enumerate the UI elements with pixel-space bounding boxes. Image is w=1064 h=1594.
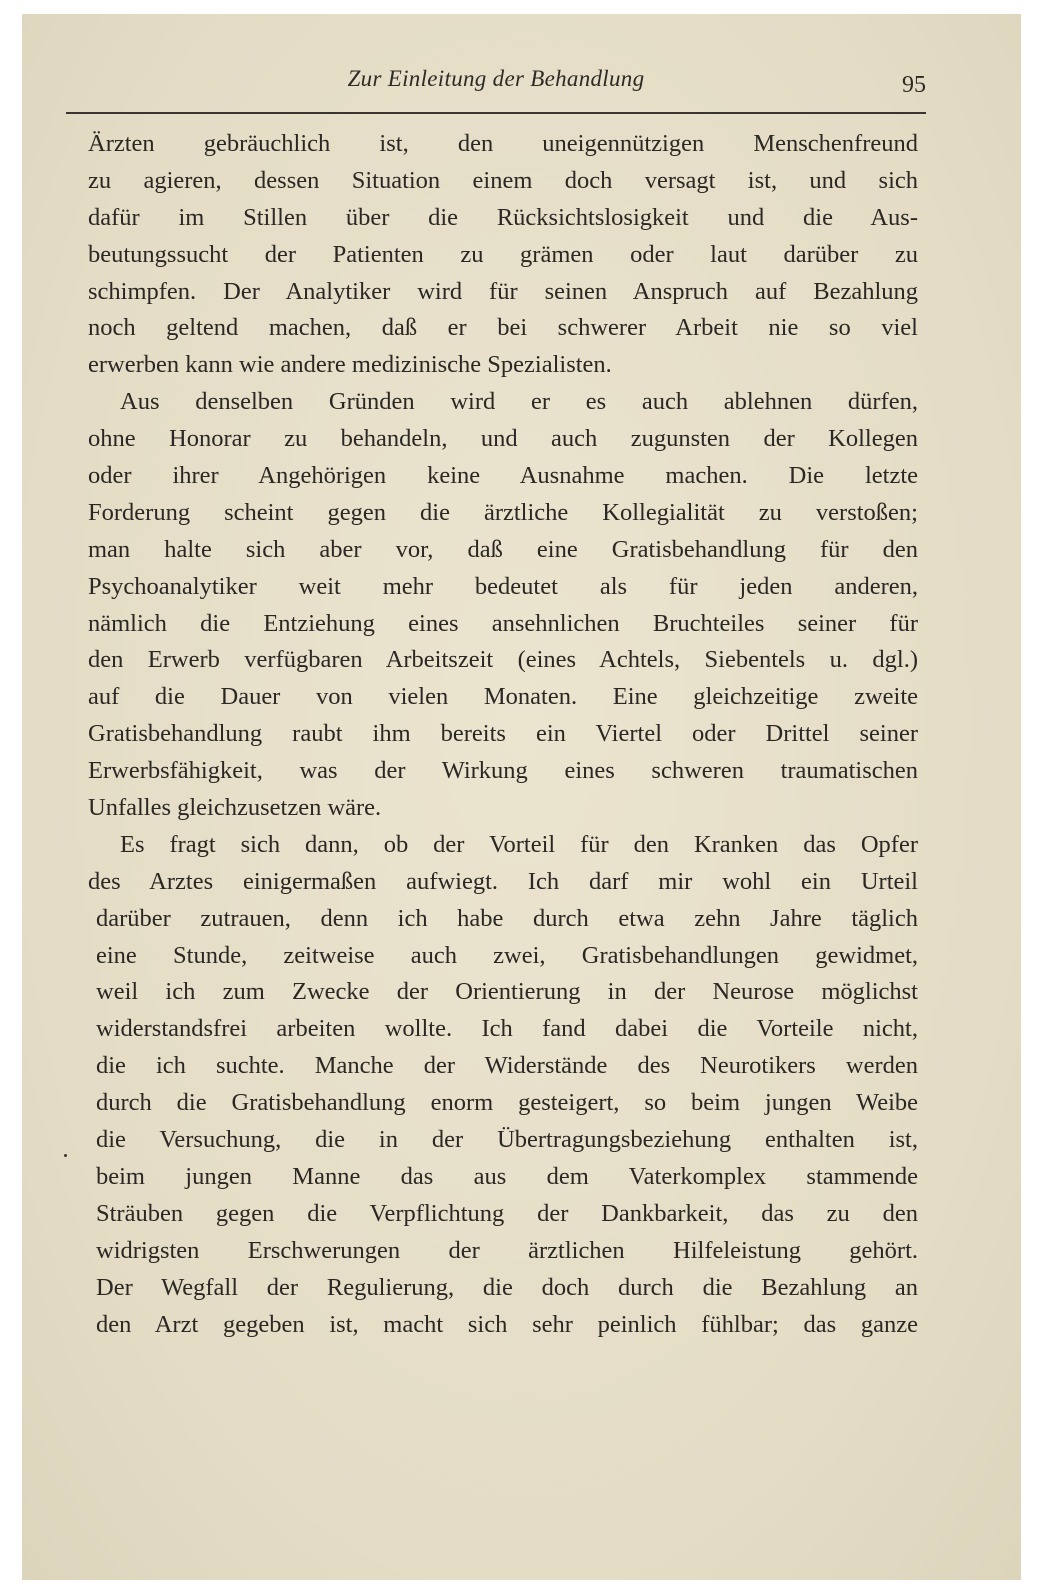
page-header xyxy=(66,66,926,114)
margin-speck xyxy=(64,1154,67,1157)
text-line: nämlich die Entziehung eines ansehnlichen Bruchteiles seiner für xyxy=(88,609,918,637)
text-line: Aus denselben Gründen wird er es auch ablehnen dürfen, xyxy=(120,388,918,416)
text-line: durch die Gratisbehandlung enorm gesteigert, so beim jungen Weibe xyxy=(96,1089,918,1117)
text-line: dafür im Stillen über die Rücksichtslosigkeit und die Aus- xyxy=(88,203,918,231)
text-line: Psychoanalytiker weit mehr bedeutet als für jeden anderen, xyxy=(88,572,918,600)
text-line: Unfalles gleichzusetzen wäre. xyxy=(88,794,382,822)
text-line: Ärzten gebräuchlich ist, den uneigennützigen Menschenfreund xyxy=(88,130,918,157)
text-line: des Arztes einigermaßen aufwiegt. Ich darf mir wohl ein Urteil xyxy=(88,867,918,895)
page-number: 95 xyxy=(902,72,926,98)
text-line: die ich suchte. Manche der Widerstände des Neurotikers werden xyxy=(96,1052,918,1080)
text-line: Erwerbsfähigkeit, was der Wirkung eines schweren traumatischen xyxy=(88,757,918,785)
body-text xyxy=(88,126,918,1343)
text-line: den Arzt gegeben ist, macht sich sehr peinlich fühlbar; das ganze xyxy=(96,1310,918,1338)
text-line: eine Stunde, zeitweise auch zwei, Gratisbehandlungen gewidmet, xyxy=(96,941,918,969)
text-line: beutungssucht der Patienten zu grämen oder laut darüber zu xyxy=(88,240,918,268)
text-line: erwerben kann wie andere medizinische Spezialisten. xyxy=(88,351,612,379)
text-line: beim jungen Manne das aus dem Vaterkomplex stammende xyxy=(96,1162,918,1190)
text-line: die Versuchung, die in der Übertragungsbeziehung enthalten ist, xyxy=(96,1126,918,1154)
text-line: weil ich zum Zwecke der Orientierung in der Neurose möglichst xyxy=(96,978,918,1006)
text-line: den Erwerb verfügbaren Arbeitszeit (eines Achtels, Siebentels u. dgl.) xyxy=(88,646,918,674)
text-line: Forderung scheint gegen die ärztliche Kollegialität zu verstoßen; xyxy=(88,498,918,526)
text-line: Gratisbehandlung raubt ihm bereits ein Viertel oder Drittel seiner xyxy=(88,720,918,748)
text-line: Es fragt sich dann, ob der Vorteil für den Kranken das Opfer xyxy=(120,830,918,858)
text-line: darüber zutrauen, denn ich habe durch etwa zehn Jahre täglich xyxy=(96,904,918,932)
paragraph-3 xyxy=(88,827,918,1343)
paragraph-2 xyxy=(88,384,918,827)
text-line: widerstandsfrei arbeiten wollte. Ich fand dabei die Vorteile nicht, xyxy=(96,1015,918,1043)
text-line: widrigsten Erschwerungen der ärztlichen Hilfeleistung gehört. xyxy=(96,1236,918,1264)
text-line: man halte sich aber vor, daß eine Gratisbehandlung für den xyxy=(88,535,918,563)
paragraph-1 xyxy=(88,126,918,384)
text-line: Der Wegfall der Regulierung, die doch durch die Bezahlung an xyxy=(96,1273,918,1301)
text-line: Sträuben gegen die Verpflichtung der Dankbarkeit, das zu den xyxy=(96,1199,918,1227)
text-line: auf die Dauer von vielen Monaten. Eine gleichzeitige zweite xyxy=(88,683,918,711)
text-line: oder ihrer Angehörigen keine Ausnahme machen. Die letzte xyxy=(88,462,918,490)
text-line: noch geltend machen, daß er bei schwerer Arbeit nie so viel xyxy=(88,314,918,342)
text-line: ohne Honorar zu behandeln, und auch zugunsten der Kollegen xyxy=(88,425,918,453)
scanned-page xyxy=(22,14,1021,1580)
running-head: Zur Einleitung der Behandlung xyxy=(347,66,645,91)
text-line: zu agieren, dessen Situation einem doch versagt ist, und sich xyxy=(88,166,918,194)
text-line: schimpfen. Der Analytiker wird für seinen Anspruch auf Bezahlung xyxy=(88,277,918,305)
